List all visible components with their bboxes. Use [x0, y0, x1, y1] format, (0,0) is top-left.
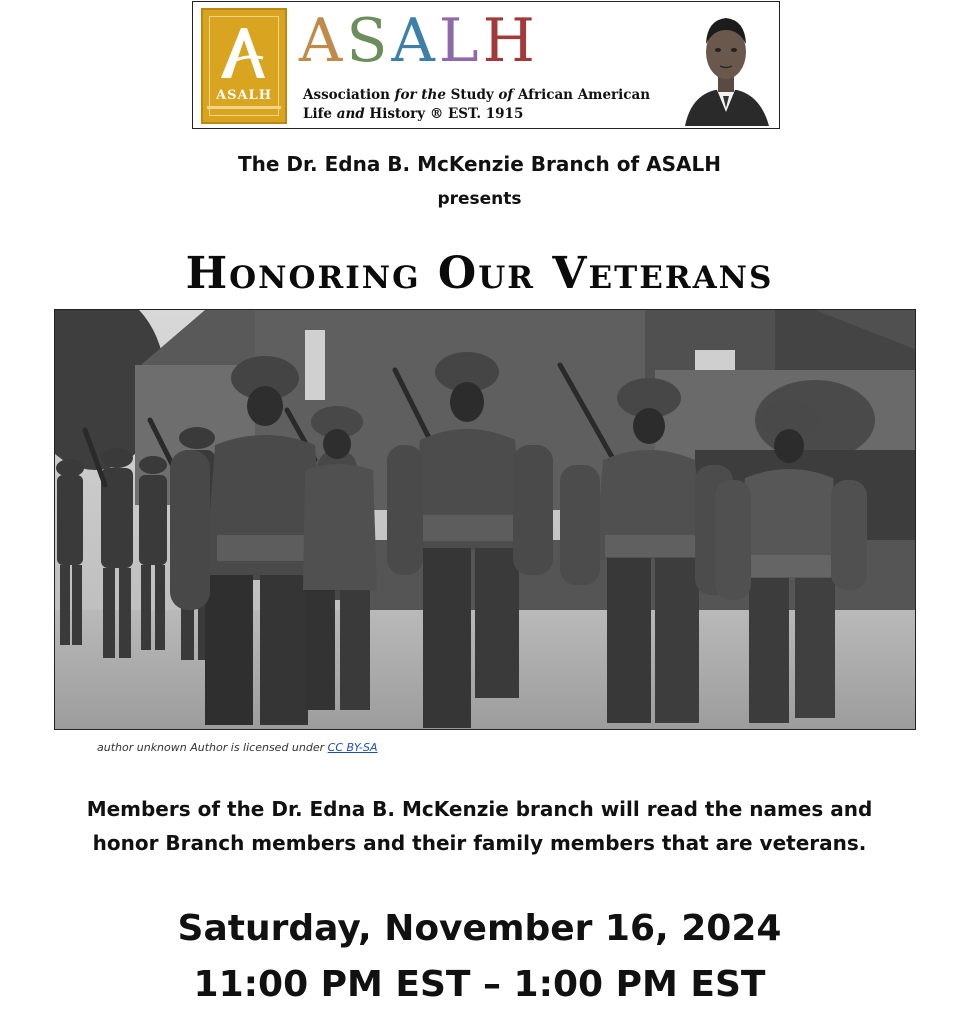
branch-heading: The Dr. Edna B. McKenzie Branch of ASALH: [238, 152, 721, 176]
event-title: Honoring Our Veterans: [185, 248, 774, 299]
caption-text: author unknown Author is licensed under: [97, 741, 328, 754]
veterans-photo: [54, 309, 916, 730]
asalh-banner: [192, 1, 780, 129]
wordmark-letter: L: [438, 6, 483, 76]
wordmark-letter: H: [482, 6, 539, 76]
event-date: Saturday, November 16, 2024: [177, 908, 782, 949]
asalh-logo: [201, 8, 287, 124]
logo-text: ASALH: [216, 88, 272, 103]
description-line: Members of the Dr. Edna B. McKenzie branch will read the names and: [86, 797, 873, 821]
presents-text: presents: [437, 189, 522, 209]
event-description: [40, 792, 919, 860]
asalh-wordmark: [299, 6, 539, 76]
association-name: Association for the Study of African American Life and History ® EST. 1915: [303, 87, 651, 122]
founder-portrait: [677, 4, 775, 126]
wordmark-letter: A: [299, 6, 347, 76]
license-link[interactable]: CC BY-SA: [327, 741, 378, 754]
wordmark-letter: A: [391, 6, 439, 76]
description-line: honor Branch members and their family members that are veterans.: [92, 831, 867, 855]
wordmark-letter: S: [346, 6, 392, 76]
event-time: 11:00 PM EST – 1:00 PM EST: [193, 964, 766, 1005]
photo-caption: [97, 741, 378, 754]
logo-a-icon: [215, 24, 271, 82]
